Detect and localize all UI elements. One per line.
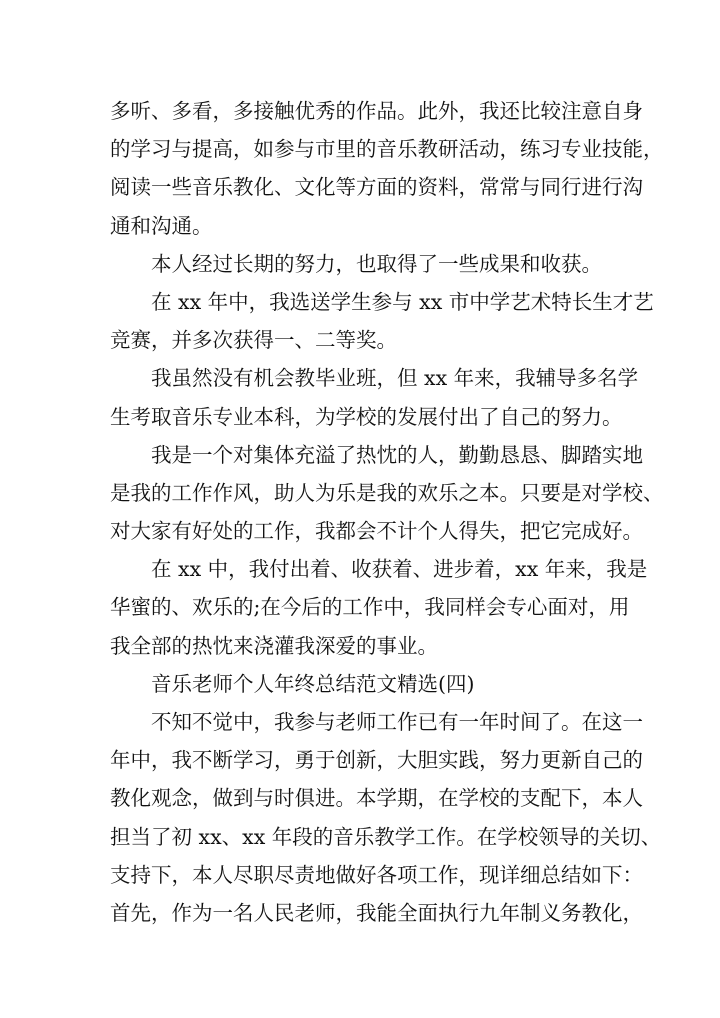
paragraph-line: 在 xx 中，我付出着、收获着、进步着，xx 年来，我是 <box>151 557 648 582</box>
paragraph-line: 在 xx 年中，我选送学生参与 xx 市中学艺术特长生才艺 <box>151 289 654 314</box>
paragraph-line: 是我的工作作风，助人为乐是我的欢乐之本。只要是对学校、 <box>110 480 664 505</box>
paragraph-line: 担当了初 xx、xx 年段的音乐教学工作。在学校领导的关切、 <box>110 824 662 849</box>
paragraph-line: 对大家有好处的工作，我都会不计个人得失，把它完成好。 <box>110 519 643 544</box>
paragraph-line: 年中，我不断学习，勇于创新，大胆实践，努力更新自己的 <box>110 748 643 773</box>
paragraph-line: 华蜜的、欢乐的;在今后的工作中，我同样会专心面对，用 <box>110 595 630 620</box>
paragraph-line: 竞赛，并多次获得一、二等奖。 <box>110 328 397 353</box>
paragraph-line: 支持下，本人尽职尽责地做好各项工作，现详细总结如下： <box>110 862 643 887</box>
paragraph-line: 不知不觉中，我参与老师工作已有一年时间了。在这一 <box>151 710 643 734</box>
paragraph-line: 本人经过长期的努力，也取得了一些成果和收获。 <box>151 251 602 276</box>
section-heading: 音乐老师个人年终总结范文精选(四) <box>151 671 475 696</box>
paragraph-line: 我全部的热忱来浇灌我深爱的事业。 <box>110 633 438 658</box>
paragraph-line: 的学习与提高，如参与市里的音乐教研活动，练习专业技能， <box>110 137 664 162</box>
paragraph-line: 通和沟通。 <box>110 213 213 238</box>
paragraph-line: 我虽然没有机会教毕业班，但 xx 年来，我辅导多名学 <box>151 366 639 391</box>
paragraph-line: 我是一个对集体充溢了热忱的人，勤勤恳恳、脚踏实地 <box>151 442 643 467</box>
document-body <box>110 92 664 932</box>
paragraph-line: 阅读一些音乐教化、文化等方面的资料，常常与同行进行沟 <box>110 175 643 200</box>
paragraph-line: 生考取音乐专业本科，为学校的发展付出了自己的努力。 <box>110 404 623 429</box>
paragraph-line: 教化观念，做到与时俱进。本学期，在学校的支配下，本人 <box>110 786 643 811</box>
paragraph-line: 首先，作为一名人民老师，我能全面执行九年制义务教化， <box>110 900 643 925</box>
paragraph-line: 多听、多看，多接触优秀的作品。此外，我还比较注意自身 <box>110 99 643 123</box>
